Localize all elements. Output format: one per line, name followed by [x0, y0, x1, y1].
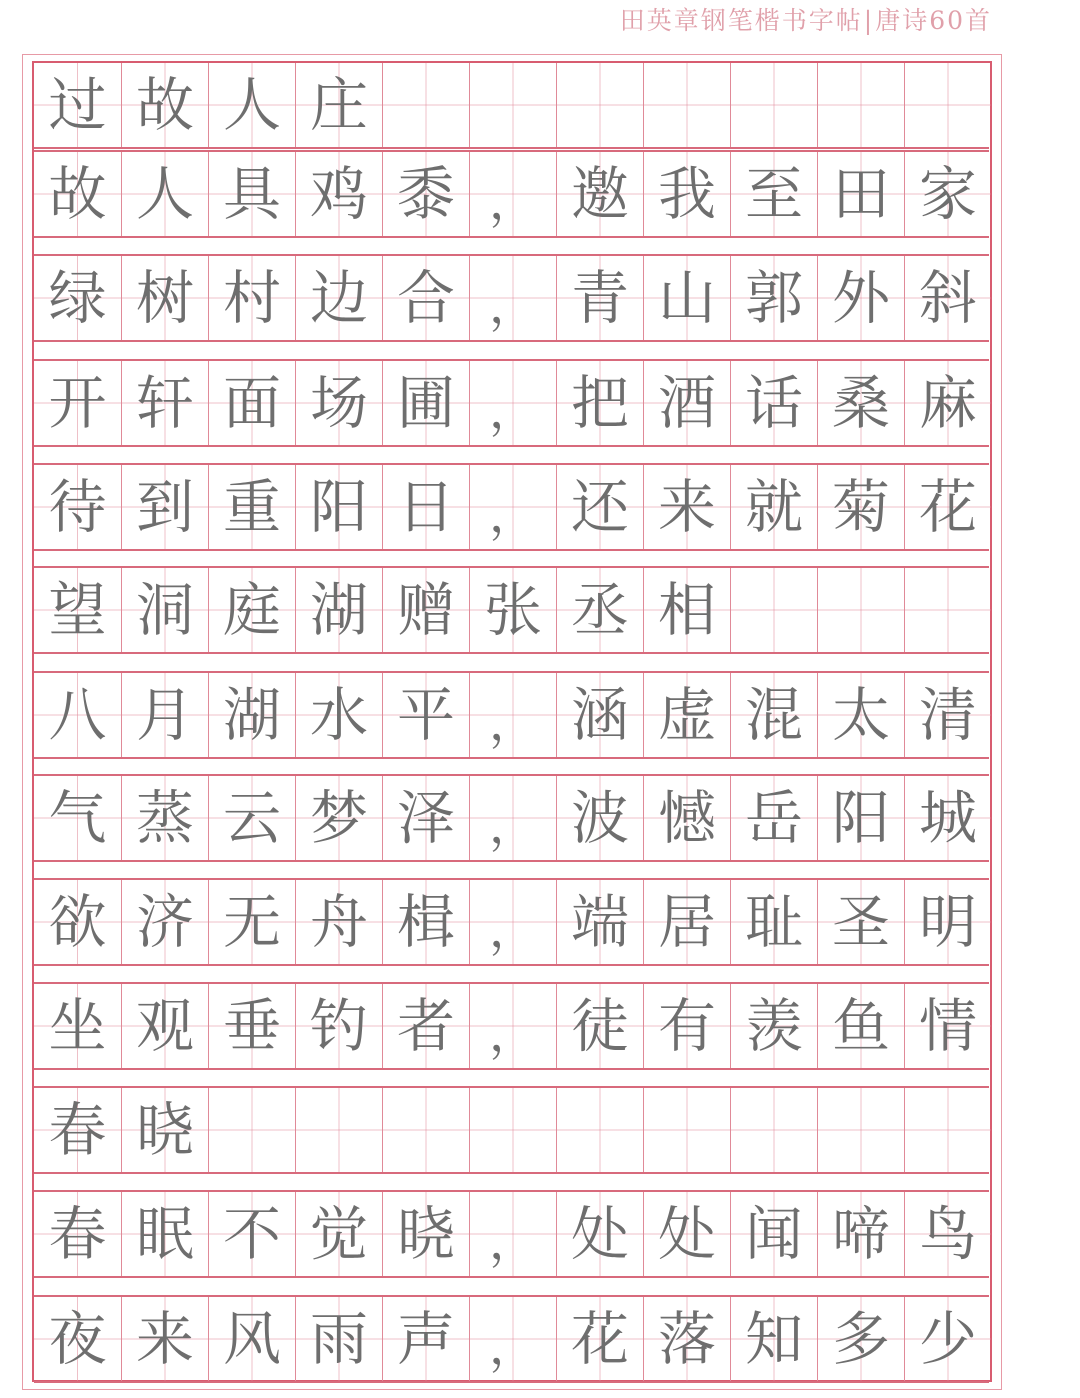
grid-character: 啼: [817, 1192, 904, 1276]
grid-character: 有: [643, 984, 730, 1068]
grid-character: 垂: [208, 984, 295, 1068]
grid-character: 人: [208, 63, 295, 147]
grid-character: ，: [469, 1297, 556, 1381]
grid-character: 风: [208, 1297, 295, 1381]
grid-character: 赠: [382, 568, 469, 652]
grid-character: 城: [904, 776, 991, 860]
grid-character: 观: [121, 984, 208, 1068]
grid-character: 故: [121, 63, 208, 147]
grid-character: ，: [469, 1192, 556, 1276]
grid-character: 外: [817, 256, 904, 340]
grid-cell-empty: [295, 1088, 382, 1172]
grid-character: 人: [121, 152, 208, 236]
grid-character: 麻: [904, 361, 991, 445]
grid-character: 开: [34, 361, 121, 445]
grid-row: [34, 566, 989, 654]
grid-character: 湖: [208, 673, 295, 757]
grid-character: 声: [382, 1297, 469, 1381]
grid-character: 望: [34, 568, 121, 652]
grid-character: 清: [904, 673, 991, 757]
grid-character: 闻: [730, 1192, 817, 1276]
grid-character: 山: [643, 256, 730, 340]
practice-grid: [32, 61, 992, 1382]
grid-cell-empty: [469, 1088, 556, 1172]
grid-character: 重: [208, 465, 295, 549]
grid-character: 阳: [817, 776, 904, 860]
grid-character: ，: [469, 984, 556, 1068]
grid-character: 憾: [643, 776, 730, 860]
grid-character: 晓: [121, 1088, 208, 1172]
grid-row: [34, 463, 989, 551]
grid-character: 春: [34, 1192, 121, 1276]
grid-character: 春: [34, 1088, 121, 1172]
grid-character: 故: [34, 152, 121, 236]
grid-cell-empty: [382, 63, 469, 147]
book-title: 田英章钢笔楷书字帖: [619, 6, 863, 35]
grid-character: 日: [382, 465, 469, 549]
grid-cell-empty: [556, 1088, 643, 1172]
grid-character: 情: [904, 984, 991, 1068]
grid-character: 虚: [643, 673, 730, 757]
page-header: [620, 4, 992, 38]
grid-cell-empty: [817, 63, 904, 147]
grid-character: 黍: [382, 152, 469, 236]
grid-character: 面: [208, 361, 295, 445]
grid-row: [34, 150, 989, 238]
grid-cell-empty: [382, 1088, 469, 1172]
grid-character: ，: [469, 673, 556, 757]
grid-character: 待: [34, 465, 121, 549]
grid-row: [34, 1295, 989, 1383]
grid-character: 多: [817, 1297, 904, 1381]
grid-character: 桑: [817, 361, 904, 445]
grid-character: 还: [556, 465, 643, 549]
grid-character: 晓: [382, 1192, 469, 1276]
grid-row: [34, 254, 989, 342]
grid-character: 丞: [556, 568, 643, 652]
grid-character: 者: [382, 984, 469, 1068]
grid-character: 湖: [295, 568, 382, 652]
grid-cell-empty: [208, 1088, 295, 1172]
grid-character: 把: [556, 361, 643, 445]
grid-character: 觉: [295, 1192, 382, 1276]
grid-character: 楫: [382, 880, 469, 964]
grid-character: 酒: [643, 361, 730, 445]
grid-character: 圣: [817, 880, 904, 964]
grid-character: 鱼: [817, 984, 904, 1068]
grid-character: 到: [121, 465, 208, 549]
grid-cell-empty: [817, 1088, 904, 1172]
grid-character: 济: [121, 880, 208, 964]
grid-character: 我: [643, 152, 730, 236]
grid-row: [34, 671, 989, 759]
grid-character: 无: [208, 880, 295, 964]
grid-character: 菊: [817, 465, 904, 549]
grid-character: 钓: [295, 984, 382, 1068]
grid-character: 处: [556, 1192, 643, 1276]
grid-character: 徒: [556, 984, 643, 1068]
grid-character: 花: [904, 465, 991, 549]
grid-character: ，: [469, 776, 556, 860]
grid-character: 鸡: [295, 152, 382, 236]
grid-character: 合: [382, 256, 469, 340]
grid-cell-empty: [469, 63, 556, 147]
grid-character: 水: [295, 673, 382, 757]
grid-character: 知: [730, 1297, 817, 1381]
grid-cell-empty: [730, 63, 817, 147]
grid-character: 青: [556, 256, 643, 340]
grid-character: 少: [904, 1297, 991, 1381]
grid-character: 羡: [730, 984, 817, 1068]
grid-character: 斜: [904, 256, 991, 340]
grid-character: 相: [643, 568, 730, 652]
header-separator: |: [863, 6, 875, 35]
grid-cell-empty: [643, 1088, 730, 1172]
grid-row: [34, 982, 989, 1070]
grid-character: ，: [469, 880, 556, 964]
grid-character: 来: [643, 465, 730, 549]
grid-character: 边: [295, 256, 382, 340]
grid-character: 平: [382, 673, 469, 757]
grid-character: 庄: [295, 63, 382, 147]
grid-character: 洞: [121, 568, 208, 652]
grid-character: 夜: [34, 1297, 121, 1381]
grid-character: 泽: [382, 776, 469, 860]
grid-character: 庭: [208, 568, 295, 652]
grid-character: 过: [34, 63, 121, 147]
grid-character: 耻: [730, 880, 817, 964]
grid-character: 太: [817, 673, 904, 757]
grid-character: 端: [556, 880, 643, 964]
grid-character: 气: [34, 776, 121, 860]
grid-character: 轩: [121, 361, 208, 445]
grid-character: 坐: [34, 984, 121, 1068]
grid-character: 明: [904, 880, 991, 964]
grid-row: [34, 359, 989, 447]
grid-character: 就: [730, 465, 817, 549]
grid-character: ，: [469, 256, 556, 340]
grid-character: 场: [295, 361, 382, 445]
grid-character: 具: [208, 152, 295, 236]
grid-character: 家: [904, 152, 991, 236]
grid-character: 花: [556, 1297, 643, 1381]
grid-character: 圃: [382, 361, 469, 445]
grid-character: 村: [208, 256, 295, 340]
grid-cell-empty: [730, 568, 817, 652]
grid-character: 树: [121, 256, 208, 340]
grid-character: 处: [643, 1192, 730, 1276]
grid-character: 郭: [730, 256, 817, 340]
grid-character: 舟: [295, 880, 382, 964]
grid-character: 波: [556, 776, 643, 860]
grid-cell-empty: [730, 1088, 817, 1172]
grid-cell-empty: [643, 63, 730, 147]
grid-character: 邀: [556, 152, 643, 236]
grid-character: 张: [469, 568, 556, 652]
grid-character: 至: [730, 152, 817, 236]
grid-character: 来: [121, 1297, 208, 1381]
grid-character: 雨: [295, 1297, 382, 1381]
grid-cell-empty: [556, 63, 643, 147]
grid-character: 蒸: [121, 776, 208, 860]
grid-character: 鸟: [904, 1192, 991, 1276]
grid-character: 阳: [295, 465, 382, 549]
grid-character: 欲: [34, 880, 121, 964]
grid-character: 月: [121, 673, 208, 757]
grid-character: 居: [643, 880, 730, 964]
grid-character: 涵: [556, 673, 643, 757]
grid-cell-empty: [817, 568, 904, 652]
grid-character: ，: [469, 465, 556, 549]
grid-character: 岳: [730, 776, 817, 860]
grid-character: 云: [208, 776, 295, 860]
grid-row: [34, 1086, 989, 1174]
grid-row: [34, 63, 989, 149]
grid-character: 八: [34, 673, 121, 757]
grid-row: [34, 878, 989, 966]
grid-character: 不: [208, 1192, 295, 1276]
grid-cell-empty: [904, 63, 991, 147]
grid-character: 绿: [34, 256, 121, 340]
grid-character: 落: [643, 1297, 730, 1381]
book-subtitle: 唐诗60首: [875, 6, 992, 35]
grid-row: [34, 774, 989, 862]
grid-cell-empty: [904, 568, 991, 652]
grid-character: 田: [817, 152, 904, 236]
grid-character: 话: [730, 361, 817, 445]
grid-character: ，: [469, 361, 556, 445]
grid-row: [34, 1190, 989, 1278]
grid-character: 混: [730, 673, 817, 757]
grid-character: ，: [469, 152, 556, 236]
grid-character: 梦: [295, 776, 382, 860]
grid-character: 眠: [121, 1192, 208, 1276]
grid-cell-empty: [904, 1088, 991, 1172]
